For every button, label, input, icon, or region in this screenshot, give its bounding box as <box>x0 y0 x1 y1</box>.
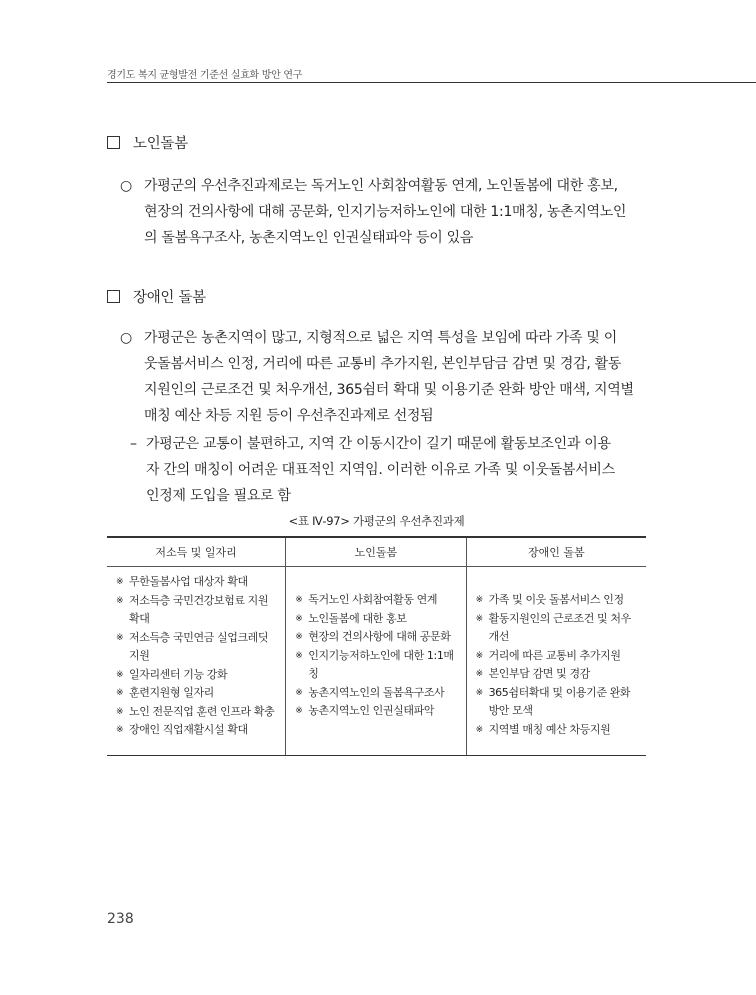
list-item: ※ 농촌지역노인의 돌봄욕구조사 <box>295 684 460 703</box>
reference-mark-icon: ※ <box>475 687 483 698</box>
list-item: ※ 무한돌봄사업 대상자 확대 <box>116 573 280 592</box>
section-title-elderly-care: 노인돌봄 <box>107 132 188 153</box>
reference-mark-icon: ※ <box>475 669 483 679</box>
table-row <box>107 567 646 756</box>
list-item: ※ 활동지원인의 근로조건 및 처우개선 <box>475 611 631 643</box>
reference-mark-icon: ※ <box>295 687 303 698</box>
reference-mark-icon: ※ <box>116 725 124 735</box>
section-title-disability-care: 장애인 돌봄 <box>107 286 206 307</box>
column-header-disability-care: 장애인 돌봄 <box>466 537 646 567</box>
list-item: ※ 농촌지역노인 인권실태파악 <box>295 702 460 721</box>
list-item: ※ 일자리센터 기능 강화 <box>116 666 280 685</box>
cell-income-jobs <box>107 567 286 756</box>
list-item: ※ 365쉼터확대 및 이용기준 완화 방안 모색 <box>475 685 631 717</box>
reference-mark-icon: ※ <box>116 595 124 606</box>
reference-mark-icon: ※ <box>295 595 303 605</box>
checkbox-square-icon <box>107 136 120 149</box>
paragraph-line: 인정제 도입을 필요로 함 <box>146 488 291 504</box>
circle-bullet-icon: ○ <box>120 178 133 194</box>
paragraph-line: 지원인의 근로조건 및 처우개선, 365쉼터 확대 및 이용기준 완화 방안 매색, 지역별 <box>144 382 634 398</box>
checkbox-square-icon <box>107 290 120 303</box>
paragraph-elderly-priorities <box>144 173 649 251</box>
paragraph-line: 가평군의 우선추진과제로는 독거노인 사회참여활동 연계, 노인돌봄에 대한 홍보, <box>144 178 618 194</box>
list-item: ※ 지역별 매칭 예산 차등지원 <box>476 721 641 740</box>
page-number: 238 <box>107 911 134 927</box>
list-item: ※ 가족 및 이웃 돌봄서비스 인정 <box>476 591 641 610</box>
paragraph-line: 웃돌봄서비스 인정, 거리에 따른 교통비 추가지원, 본인부담금 감면 및 경감, 활동 <box>144 356 622 372</box>
list-item: ※ 저소득층 국민건강보험료 지원 확대 <box>116 593 269 625</box>
reference-mark-icon: ※ <box>116 669 124 680</box>
list-item: ※ 독거노인 사회참여활동 연계 <box>295 591 460 610</box>
reference-mark-icon: ※ <box>475 595 483 605</box>
list-item: ※ 인지기능저하노인에 대한 1:1매칭 <box>295 648 454 680</box>
table-caption: <표 Ⅳ-97> 가평군의 우선추진과제 <box>288 514 465 528</box>
reference-mark-icon: ※ <box>295 613 303 624</box>
paragraph-line: 가평군은 농촌지역이 많고, 지형적으로 넓은 지역 특성을 보임에 따라 가족 및 이 <box>144 330 617 346</box>
reference-mark-icon: ※ <box>475 724 483 735</box>
column-header-elderly-care: 노인돌봄 <box>286 537 466 567</box>
column-header-income-jobs: 저소득 및 일자리 <box>107 537 286 567</box>
cell-disability-care <box>466 567 646 756</box>
running-header: 경기도 복지 균형발전 기준선 실효화 방안 연구 <box>107 70 303 81</box>
list-item: ※ 본인부담 감면 및 경감 <box>476 665 641 684</box>
list-item: ※ 장애인 직업재활시설 확대 <box>116 721 280 740</box>
paragraph-disability-detail <box>146 431 649 509</box>
reference-mark-icon: ※ <box>116 577 124 587</box>
reference-mark-icon: ※ <box>475 650 483 661</box>
list-item: ※ 노인돌봄에 대한 홍보 <box>295 610 460 629</box>
circle-bullet-icon: ○ <box>120 330 133 346</box>
paragraph-disability-priorities <box>144 325 649 429</box>
cell-elderly-care <box>286 567 466 756</box>
list-item: ※ 저소득층 국민연금 실업크레딧 지원 <box>116 630 269 662</box>
paragraph-line: 의 돌봄욕구조사, 농촌지역노인 인권실태파악 등이 있음 <box>144 230 474 246</box>
list-item: ※ 훈련지원형 일자리 <box>116 684 280 703</box>
reference-mark-icon: ※ <box>475 613 483 624</box>
list-item: ※ 현장의 건의사항에 대해 공문화 <box>295 628 460 647</box>
header-divider <box>107 82 756 83</box>
list-item: ※ 거리에 따른 교통비 추가지원 <box>476 647 641 666</box>
reference-mark-icon: ※ <box>295 706 303 716</box>
table-header-row <box>107 537 646 567</box>
paragraph-line: 매칭 예산 차등 지원 등이 우선추진과제로 선정됨 <box>144 408 434 424</box>
paragraph-line: 자 간의 매칭이 어려운 대표적인 지역임. 이러한 이유로 가족 및 이웃돌봄서비스 <box>146 462 615 478</box>
paragraph-line: 가평군은 교통이 불편하고, 지역 간 이동시간이 길기 때문에 활동보조인과 이용 <box>146 436 611 452</box>
reference-mark-icon: ※ <box>116 688 124 698</box>
dash-bullet-icon: – <box>130 436 137 452</box>
paragraph-line: 현장의 건의사항에 대해 공문화, 인지기능저하노인에 대한 1:1매칭, 농촌지역노인 <box>144 204 627 220</box>
reference-mark-icon: ※ <box>116 632 124 643</box>
reference-mark-icon: ※ <box>295 632 303 642</box>
list-item: ※ 노인 전문직업 훈련 인프라 확충 <box>116 703 280 722</box>
reference-mark-icon: ※ <box>295 650 303 661</box>
priority-table <box>107 536 646 756</box>
reference-mark-icon: ※ <box>116 706 124 717</box>
